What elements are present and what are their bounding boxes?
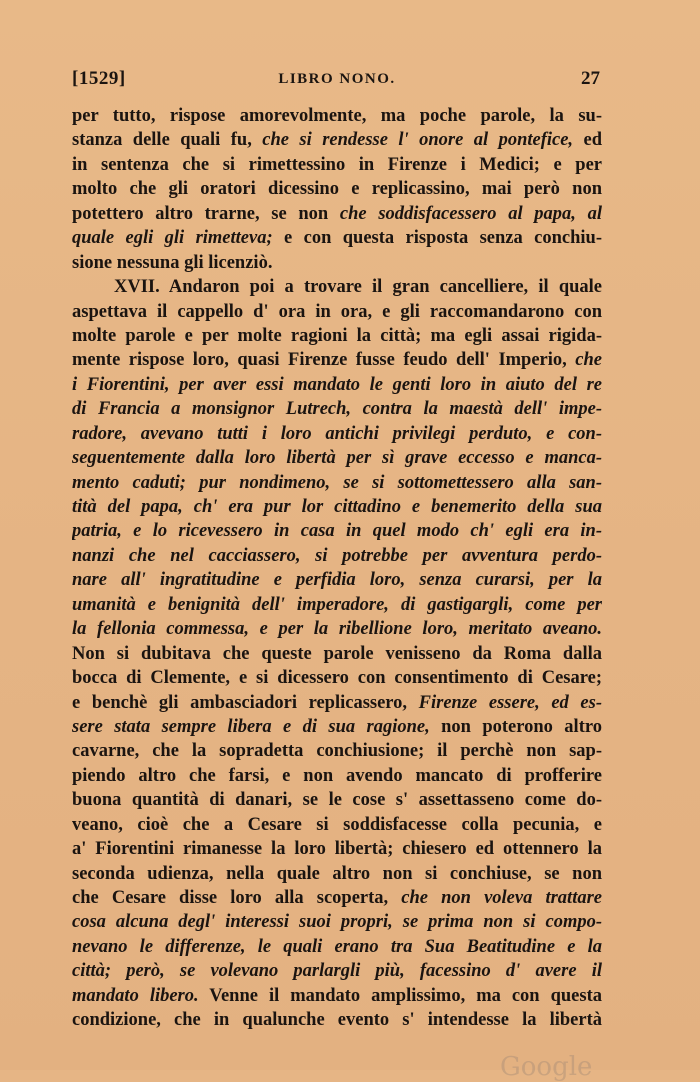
text-line	[72, 373, 602, 397]
text-line	[72, 348, 602, 372]
text-line	[72, 862, 602, 886]
text-segment: piendo altro che farsi, e non avendo mancato di profferire	[72, 765, 602, 786]
text-line	[72, 837, 602, 861]
text-segment: cavarne, che la sopradetta conchiusione; il perchè non sap-	[72, 741, 602, 762]
text-line	[72, 813, 602, 837]
text-segment: aspettava il cappello d' ora in ora, e gli raccomandarono con	[72, 301, 602, 322]
text-segment: per tutto, rispose amorevolmente, ma poche parole, la su-	[72, 106, 602, 126]
text-segment: a' Fiorentini rimanesse la loro libertà; chiesero ed ottennero la	[72, 839, 602, 860]
text-line	[72, 910, 602, 934]
italic-text-segment: città; però, se volevano parlargli più, facessino d' avere il	[72, 961, 602, 982]
text-line	[72, 226, 602, 250]
text-segment: bocca di Clemente, e si dicessero con consentimento di Cesare;	[72, 668, 602, 689]
italic-text-segment: nare all' ingratitudine e perfidia loro, senza curarsi, per la	[72, 570, 602, 591]
text-segment: che Cesare disse loro alla scoperta,	[72, 888, 402, 908]
text-line	[72, 519, 602, 543]
italic-text-segment: seguentemente dalla loro libertà per sì grave eccesso e manca-	[72, 448, 602, 469]
italic-text-segment: sere stata sempre libera e di sua ragione,	[72, 716, 430, 737]
text-segment: molto che gli oratori dicessino e replicassino, mai però non	[72, 179, 602, 200]
italic-text-segment: nevano le differenze, le quali erano tra Sua Beatitudine e la	[72, 936, 602, 957]
italic-text-segment: radore, avevano tutti i loro antichi privilegi perduto, e con-	[72, 423, 602, 444]
italic-text-segment: mento caduti; pur nondimeno, se si sottomettessero alla san-	[72, 472, 602, 493]
text-segment: e con questa risposta senza conchiu-	[272, 228, 602, 249]
text-line	[72, 617, 602, 641]
text-segment: mente rispose loro, quasi Firenze fusse feudo dell' Imperio,	[72, 350, 576, 371]
text-segment: veano, cioè che a Cesare si soddisfacesse colla pecunia, e	[72, 814, 602, 835]
page-number: 27	[581, 68, 600, 89]
italic-text-segment: i Fiorentini, per aver essi mandato le genti loro in aiuto del re	[72, 374, 602, 395]
italic-text-segment: che si rendesse l' onore al pontefice,	[262, 130, 574, 151]
text-line	[72, 495, 602, 519]
italic-text-segment: mandato libero.	[72, 985, 199, 1006]
text-line	[72, 666, 602, 690]
text-line	[72, 788, 602, 812]
italic-text-segment: di Francia a monsignor Lutrech, contra la maestà dell' impe-	[72, 399, 602, 420]
text-segment: seconda udienza, nella quale altro non si conchiuse, se non	[72, 863, 602, 884]
scan-watermark: Google	[500, 1052, 593, 1082]
text-line	[72, 1008, 602, 1032]
italic-text-segment: quale egli gli rimetteva;	[72, 228, 273, 249]
text-line	[72, 128, 602, 152]
text-line	[72, 935, 602, 959]
text-line	[72, 886, 602, 910]
italic-text-segment: nanzi che nel cacciassero, si potrebbe per avventura perdo-	[72, 545, 602, 566]
italic-text-segment: la fellonia commessa, e per la ribellione loro, meritato aveano.	[72, 619, 602, 640]
text-line	[72, 715, 602, 739]
text-line	[72, 324, 602, 348]
text-line	[72, 593, 602, 617]
text-line	[72, 471, 602, 495]
text-segment: sione nessuna gli licenziò.	[72, 252, 273, 273]
italic-text-segment: che	[575, 350, 602, 371]
text-line	[72, 177, 602, 201]
text-segment: condizione, che in qualunche evento s' intendesse la libertà	[72, 1010, 602, 1031]
text-segment: Non si dubitava che queste parole venisseno da Roma dalla	[72, 643, 602, 664]
page-header	[72, 68, 602, 94]
text-line	[72, 446, 602, 470]
text-segment: ed	[573, 130, 602, 151]
italic-text-segment: che soddisfacessero al papa, al	[339, 203, 602, 224]
text-line	[72, 739, 602, 763]
text-line	[72, 202, 602, 226]
year-label: [1529]	[72, 68, 126, 89]
text-segment: XVII. Andaron poi a trovare il gran cancelliere, il quale	[114, 277, 602, 298]
italic-text-segment: tità del papa, ch' era pur lor cittadino e benemerito della sua	[72, 497, 602, 517]
text-line	[72, 275, 602, 299]
text-line	[72, 397, 602, 421]
text-line	[72, 984, 602, 1008]
text-segment: molte parole e per molte ragioni la città; ma egli assai rigida-	[72, 325, 602, 346]
text-line	[72, 642, 602, 666]
italic-text-segment: umanità e benignità dell' imperadore, di gastigargli, come per	[72, 594, 602, 615]
text-line	[72, 544, 602, 568]
italic-text-segment: che non voleva trattare	[401, 888, 602, 908]
text-line	[72, 104, 602, 128]
text-segment: potettero altro trarne, se non	[72, 203, 340, 224]
italic-text-segment: cosa alcuna degl' interessi suoi propri, se prima non si compo-	[72, 912, 602, 933]
text-line	[72, 959, 602, 983]
text-line	[72, 691, 602, 715]
italic-text-segment: patria, e lo ricevessero in casa in quel modo ch' egli era in-	[72, 521, 602, 542]
page-body-text	[72, 104, 602, 1033]
text-line	[72, 764, 602, 788]
text-segment: Venne il mandato amplissimo, ma con questa	[198, 985, 602, 1006]
text-segment: stanza delle quali fu,	[72, 130, 263, 151]
text-line	[72, 251, 602, 275]
italic-text-segment: Firenze essere, ed es-	[418, 692, 602, 713]
text-line	[72, 153, 602, 177]
text-segment: non poterono altro	[429, 716, 602, 737]
text-segment: buona quantità di danari, se le cose s' assettasseno come do-	[72, 790, 602, 811]
text-line	[72, 568, 602, 592]
text-line	[72, 300, 602, 324]
text-segment: in sentenza che si rimettessino in Firenze i Medici; e per	[72, 154, 602, 175]
text-segment: e benchè gli ambasciadori replicassero,	[72, 692, 419, 713]
text-line	[72, 422, 602, 446]
book-section-title: LIBRO NONO.	[278, 71, 396, 87]
